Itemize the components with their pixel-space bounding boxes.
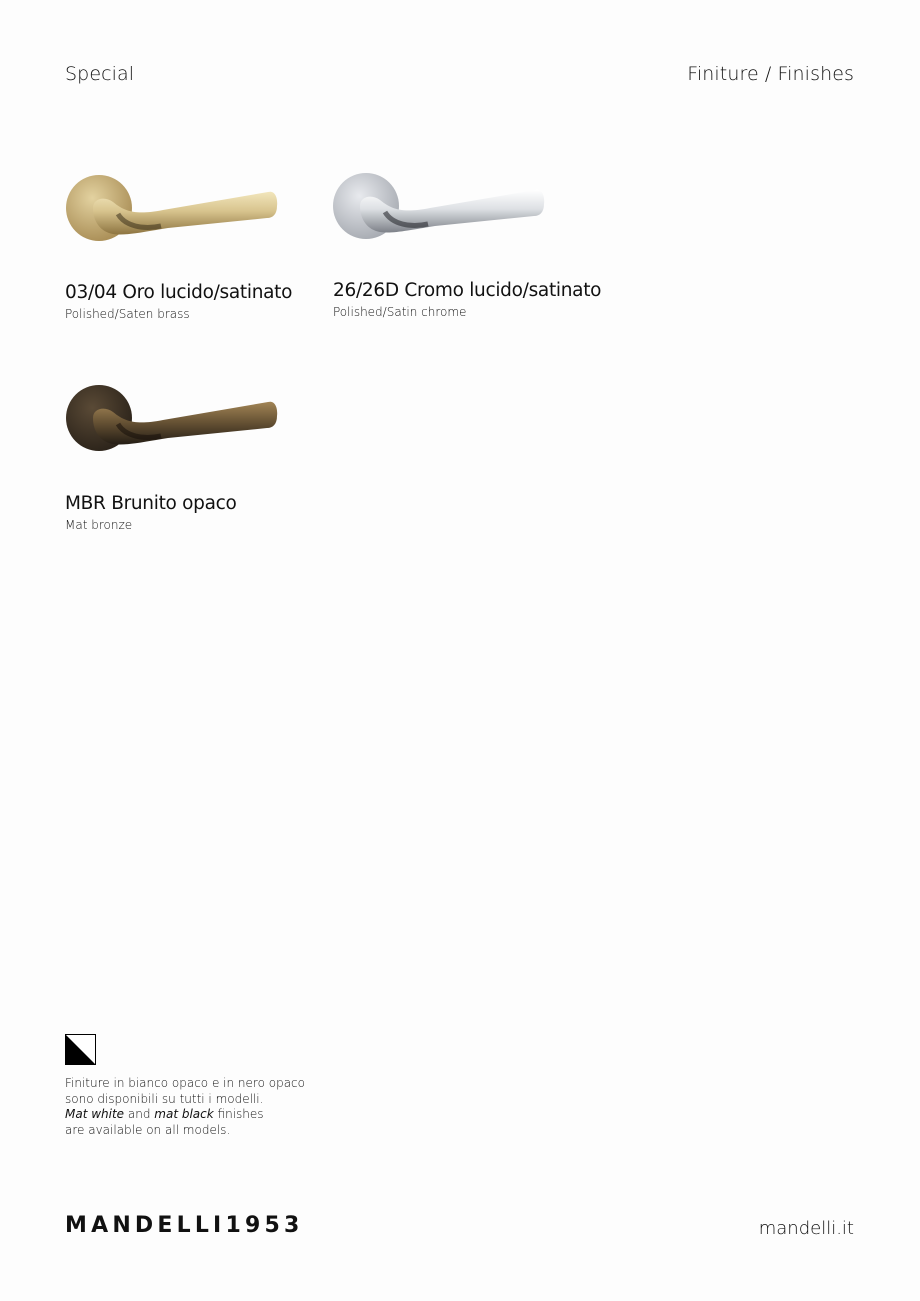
note-mat-black: mat black	[154, 1107, 214, 1122]
finish-subtitle-chrome: Polished/Satin chrome	[333, 305, 467, 319]
handle-bronze-image	[63, 378, 283, 468]
finish-subtitle-brass: Polished/Saten brass	[65, 307, 190, 321]
note-en-line-1	[65, 1107, 305, 1123]
finish-subtitle-bronze: Mat bronze	[65, 518, 133, 532]
note-it-line-2: sono disponibili su tutti i modelli.	[65, 1091, 264, 1106]
section-title: Special	[65, 63, 135, 85]
handle-chrome-image	[330, 166, 550, 256]
page-heading: Finiture / Finishes	[687, 63, 854, 85]
note-mat-white: Mat white	[65, 1107, 125, 1122]
website-link[interactable]: mandelli.it	[758, 1218, 854, 1239]
note-en-line-2: are available on all models.	[65, 1122, 231, 1137]
note-it-line-1: Finiture in bianco opaco e in nero opaco	[65, 1076, 305, 1090]
note-finishes: finishes	[213, 1107, 264, 1122]
finish-title-brass: 03/04 Oro lucido/satinato	[65, 282, 293, 303]
finish-title-chrome: 26/26D Cromo lucido/satinato	[333, 280, 602, 301]
brand-logo: MANDELLI1953	[65, 1213, 304, 1238]
availability-note	[65, 1076, 305, 1138]
note-and: and	[124, 1107, 155, 1122]
handle-brass-image	[63, 168, 283, 258]
finish-title-bronze: MBR Brunito opaco	[65, 493, 237, 514]
white-black-swatch-icon	[65, 1034, 96, 1065]
